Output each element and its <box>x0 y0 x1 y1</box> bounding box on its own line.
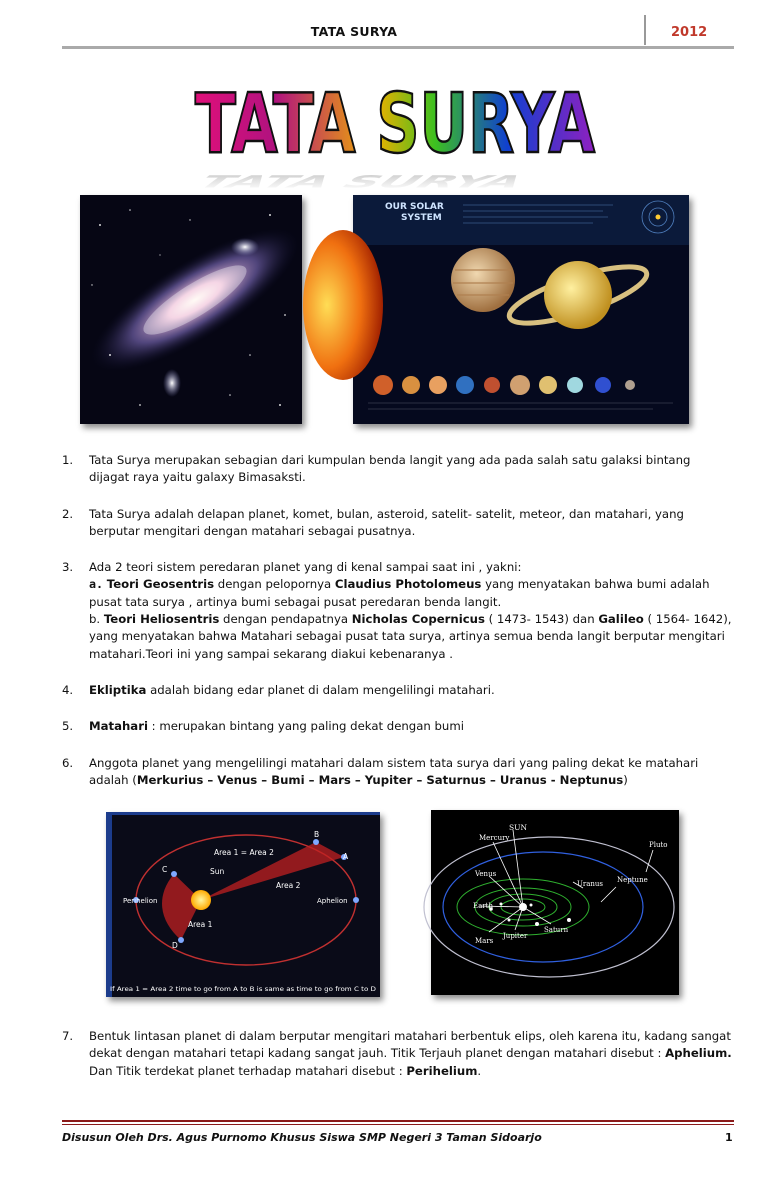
planet-orbits-diagram <box>431 810 679 995</box>
label-mars: Mars <box>475 937 494 945</box>
item-number: 3. <box>62 560 74 575</box>
label-b: B <box>314 830 320 839</box>
title-banner <box>180 60 610 192</box>
header-title: TATA SURYA <box>310 24 398 39</box>
item-number: 2. <box>62 506 74 521</box>
label-pluto: Pluto <box>649 841 668 849</box>
footer-author: Disusun Oleh Drs. Agus Purnomo Khusus Siswa SMP Negeri 3 Taman Sidoarjo <box>62 1131 542 1144</box>
galaxy-photo <box>80 195 302 424</box>
label-sun: Sun <box>210 867 225 876</box>
item-number: 4. <box>62 682 74 697</box>
copernicus-name: Nicholas Copernicus <box>351 612 485 627</box>
poster-title-1: OUR SOLAR <box>385 202 444 212</box>
label-aphelion: Aphelion <box>317 897 348 905</box>
kepler-caption: If Area 1 = Area 2 time to go from A to B is same as time to go from C to D <box>110 986 377 993</box>
sun-term: Matahari <box>89 719 148 734</box>
label-equal: Area 1 = Area 2 <box>214 848 274 857</box>
footer-rule-thin <box>62 1124 734 1125</box>
theory-intro: Ada 2 teori sistem peredaran planet yang di kenal sampai saat ini , yakni: <box>89 560 522 575</box>
label-jupiter: Jupiter <box>503 932 528 940</box>
list-item: 7. Bentuk lintasan planet di dalam berputar mengitari matahari berbentuk elips, oleh karena itu, kadang sangat dekat dengan matahari tetapi kadang sangat jauh. Titik Terjauh planet dengan matahari disebut : Aphelium. Dan Titik terdekat planet terhadap matahari disebut : Perihelium. <box>62 1029 732 1078</box>
galileo-name: Galileo <box>598 612 644 627</box>
label-saturn: Saturn <box>544 926 569 934</box>
list-item <box>62 718 734 735</box>
item-number: 5. <box>62 719 74 734</box>
item-text: Tata Surya merupakan sebagian dari kumpulan benda langit yang ada pada salah satu galaksi bintang dijagat raya yaitu galaxy Bimasaksti. <box>89 453 691 485</box>
poster-title-2: SYSTEM <box>401 213 442 223</box>
label-area2: Area 2 <box>276 881 301 890</box>
list-item: 6. Anggota planet yang mengelilingi matahari dalam sistem tata surya dari yang paling dekat ke matahari adalah (Merkurius – Venus – Bumi – Mars – Yupiter – Saturnus – Uranus - Neptunus) <box>62 755 699 787</box>
header-year: 2012 <box>671 25 708 40</box>
item-number: 1. <box>62 453 74 467</box>
label-neptune: Neptune <box>617 876 648 884</box>
list-item <box>62 559 734 663</box>
perihelion-term: Perihelium <box>406 1063 478 1078</box>
label-sun: SUN <box>509 823 528 832</box>
label-a: A <box>343 852 349 861</box>
footer-rule <box>62 1120 734 1122</box>
ptolemy-name: Claudius Photolomeus <box>334 577 482 592</box>
heliocentric-term: Teori Heliosentris <box>103 612 220 627</box>
page-number: 1 <box>725 1131 733 1144</box>
item-text: adalah bidang edar planet di dalam mengelilingi matahari. <box>146 682 495 697</box>
label-c: C <box>162 865 168 874</box>
theory-geocentric: a. Teori Geosentris dengan pelopornya Claudius Photolomeus yang menyatakan bahwa bumi adalah pusat tata surya , artinya bumi sebagai pusat peredaran benda langit. <box>89 577 710 609</box>
label-venus: Venus <box>475 870 497 878</box>
label-uranus: Uranus <box>577 880 604 888</box>
theory-heliocentric: b. Teori Heliosentris dengan pendapatnya Nicholas Copernicus ( 1473- 1543) dan Galileo ( 1564- 1642), yang menyatakan bahwa Matahari sebagai pusat tata surya, artinya semua benda langit berputar mengitari matahari.Teori ini yang sampai sekarang diakui kebenaranya . <box>89 612 732 661</box>
kepler-law-diagram <box>106 812 380 997</box>
banner-shadow: TATA SURYA <box>187 172 534 192</box>
geocentric-term: Teori Geosentris <box>106 577 215 592</box>
item-text: Anggota planet yang mengelilingi matahari dalam sistem tata surya dari yang paling dekat ke matahari adalah ( <box>89 755 699 787</box>
banner-text: TATA SURYA <box>195 77 596 172</box>
content-list <box>62 452 734 808</box>
item-number: 7. <box>62 1029 74 1043</box>
list-item <box>62 452 734 487</box>
solar-system-poster <box>353 195 689 424</box>
header-divider <box>644 15 646 45</box>
item-text: : merupakan bintang yang paling dekat dengan bumi <box>147 719 464 734</box>
label-area1: Area 1 <box>188 920 213 929</box>
list-item <box>62 506 734 541</box>
header-rule <box>62 46 734 49</box>
label-d: D <box>172 941 178 950</box>
planet-sequence: Merkurius – Venus – Bumi – Mars – Yupiter – Saturnus – Uranus - Neptunus <box>136 772 624 787</box>
item-text: Tata Surya adalah delapan planet, komet, bulan, asteroid, satelit- satelit, meteor, dan matahari, yang berputar mengitari dengan matahari sebagai pusatnya. <box>89 506 684 538</box>
label-mercury: Mercury <box>479 834 510 842</box>
aphelion-term: Aphelium. <box>665 1046 732 1061</box>
label-perihelion: Perihelion <box>123 897 158 905</box>
label-earth: Earth <box>473 902 493 910</box>
ecliptic-term: Ekliptika <box>89 682 147 697</box>
list-item <box>62 682 734 699</box>
item-number: 6. <box>62 755 74 770</box>
